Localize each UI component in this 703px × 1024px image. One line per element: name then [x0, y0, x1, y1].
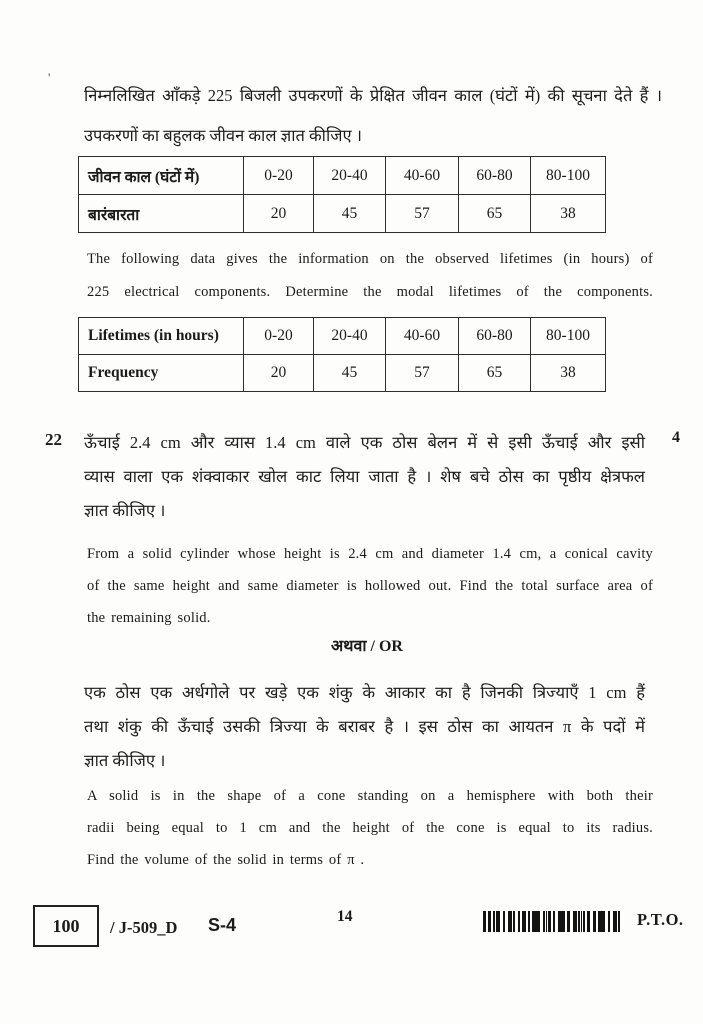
- table-row: [79, 157, 606, 195]
- interval-cell: 60-80: [459, 318, 531, 355]
- frequency-cell: 65: [459, 355, 531, 392]
- q22-or-english-statement: [87, 780, 653, 876]
- q21-english-line-2: 225 electrical components. Determine the modal lifetimes of the components.: [87, 284, 653, 300]
- q22-or-english-line-3: Find the volume of the solid in terms of π .: [87, 852, 365, 868]
- page-number: 14: [337, 908, 353, 925]
- hindi-table-row1-label: जीवन काल (घंटों में): [79, 157, 244, 195]
- frequency-cell: 20: [244, 195, 314, 233]
- interval-cell: 0-20: [244, 157, 314, 195]
- q22-hindi-line-2: व्यास वाला एक शंक्वाकार खोल काट लिया जाता है । शेष बचे ठोस का पृष्ठीय क्षेत्रफल: [84, 467, 645, 486]
- interval-cell: 80-100: [531, 318, 606, 355]
- question-number: 22: [45, 430, 62, 449]
- q22-or-hindi-line-3: ज्ञात कीजिए ।: [84, 751, 166, 770]
- q21-english-statement: [87, 243, 653, 309]
- booklet-number-box: [33, 905, 99, 947]
- q21-hindi-statement: [84, 76, 662, 156]
- q21-hindi-line-1: निम्नलिखित आँकड़े 225 बिजली उपकरणों के प्रेक्षित जीवन काल (घंटों में) की सूचना देते हैं ।: [84, 86, 662, 105]
- interval-cell: 0-20: [244, 318, 314, 355]
- table-row: [79, 195, 606, 233]
- q22-english-line-3: the remaining solid.: [87, 610, 211, 626]
- lifetimes-table-english: [78, 317, 606, 392]
- interval-cell: 60-80: [459, 157, 531, 195]
- english-table-row1-label: Lifetimes (in hours): [79, 318, 244, 355]
- frequency-cell: 38: [531, 195, 606, 233]
- table-row: [79, 355, 606, 392]
- q22-hindi-line-3: ज्ञात कीजिए ।: [84, 501, 166, 520]
- interval-cell: 20-40: [314, 157, 386, 195]
- table-row: [79, 318, 606, 355]
- booklet-number: 100: [52, 915, 80, 936]
- or-separator: अथवा / OR: [331, 638, 403, 655]
- q22-english-line-1: From a solid cylinder whose height is 2.4 cm and diameter 1.4 cm, a conical cavity: [87, 546, 653, 562]
- pto-label: P.T.O.: [637, 910, 684, 929]
- q22-english-line-2: of the same height and same diameter is hollowed out. Find the total surface area of: [87, 578, 653, 594]
- paper-code: / J-509_D: [110, 918, 178, 937]
- frequency-cell: 57: [386, 195, 459, 233]
- interval-cell: 20-40: [314, 318, 386, 355]
- lifetimes-table-hindi: [78, 156, 606, 233]
- q22-hindi-line-1: ऊँचाई 2.4 cm और व्यास 1.4 cm वाले एक ठोस बेलन में से इसी ऊँचाई और इसी: [84, 433, 645, 452]
- q22-or-hindi-statement: [84, 676, 645, 778]
- frequency-cell: 38: [531, 355, 606, 392]
- q22-or-english-line-2: radii being equal to 1 cm and the height of the cone is equal to its radius.: [87, 820, 653, 836]
- barcode: [483, 911, 623, 932]
- q22-or-hindi-line-2: तथा शंकु की ऊँचाई उसकी त्रिज्या के बराबर है । इस ठोस का आयतन π के पदों में: [84, 717, 645, 736]
- set-code: S-4: [208, 915, 237, 935]
- frequency-cell: 45: [314, 195, 386, 233]
- question-marks: 4: [672, 429, 680, 446]
- q22-english-statement: [87, 538, 653, 634]
- interval-cell: 40-60: [386, 157, 459, 195]
- interval-cell: 80-100: [531, 157, 606, 195]
- q21-hindi-line-2: उपकरणों का बहुलक जीवन काल ज्ञात कीजिए ।: [84, 126, 362, 145]
- interval-cell: 40-60: [386, 318, 459, 355]
- frequency-cell: 57: [386, 355, 459, 392]
- english-table-row2-label: Frequency: [79, 355, 244, 392]
- stray-scan-mark: ': [48, 70, 51, 85]
- q22-hindi-statement: [84, 426, 645, 528]
- hindi-table-row2-label: बारंबारता: [79, 195, 244, 233]
- q21-english-line-1: The following data gives the information on the observed lifetimes (in hours) of: [87, 251, 653, 267]
- frequency-cell: 45: [314, 355, 386, 392]
- q22-or-english-line-1: A solid is in the shape of a cone standing on a hemisphere with both their: [87, 788, 653, 804]
- frequency-cell: 20: [244, 355, 314, 392]
- frequency-cell: 65: [459, 195, 531, 233]
- q22-or-hindi-line-1: एक ठोस एक अर्धगोले पर खड़े एक शंकु के आकार का है जिनकी त्रिज्याएँ 1 cm हैं: [84, 683, 645, 702]
